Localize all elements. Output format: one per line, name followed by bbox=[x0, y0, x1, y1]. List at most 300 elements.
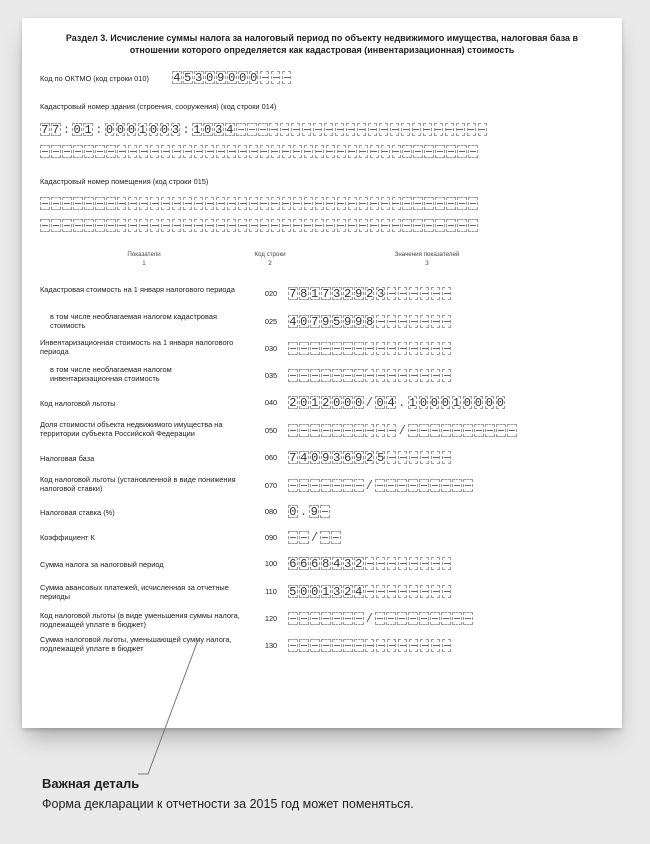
empty-cell bbox=[271, 145, 281, 158]
empty-cell bbox=[446, 197, 456, 210]
digit-cell: 0 bbox=[239, 70, 247, 85]
digit-cell: 2 bbox=[355, 556, 363, 571]
empty-cell bbox=[183, 197, 193, 210]
empty-cell bbox=[321, 369, 331, 382]
empty-cell bbox=[216, 197, 226, 210]
empty-cell bbox=[258, 123, 268, 136]
row-value-050[interactable] bbox=[288, 423, 518, 438]
empty-cell bbox=[271, 219, 281, 232]
digit-cell: 3 bbox=[377, 286, 385, 301]
empty-cell bbox=[435, 219, 445, 232]
empty-cell bbox=[348, 145, 358, 158]
empty-cell bbox=[354, 639, 364, 652]
digit-cell: 0 bbox=[300, 314, 308, 329]
digit-cell: 4 bbox=[300, 450, 308, 465]
row-value-035[interactable] bbox=[288, 368, 453, 383]
empty-cell bbox=[430, 479, 440, 492]
empty-cell bbox=[409, 342, 419, 355]
row-value-020[interactable] bbox=[288, 286, 453, 301]
empty-cell bbox=[435, 197, 445, 210]
cell-separator: . bbox=[398, 395, 406, 410]
header-line-code bbox=[244, 250, 296, 268]
empty-cell bbox=[302, 123, 312, 136]
empty-cell bbox=[375, 612, 385, 625]
empty-cell bbox=[282, 197, 292, 210]
empty-cell bbox=[348, 219, 358, 232]
empty-cell bbox=[280, 123, 290, 136]
digit-cell: 4 bbox=[355, 584, 363, 599]
empty-cell bbox=[73, 219, 83, 232]
digit-cell: 2 bbox=[322, 395, 330, 410]
empty-cell bbox=[424, 197, 434, 210]
empty-cell bbox=[293, 219, 303, 232]
empty-cell bbox=[343, 639, 353, 652]
digit-cell: 2 bbox=[344, 584, 352, 599]
digit-cell: 3 bbox=[344, 556, 352, 571]
empty-cell bbox=[423, 123, 433, 136]
digit-cell: 1 bbox=[311, 286, 319, 301]
cell-separator: / bbox=[365, 395, 373, 410]
row-label-130: Сумма налоговой льготы, уменьшающей сумму налога, подлежащей уплате в бюджет bbox=[40, 635, 232, 653]
header-line-code-num: 2 bbox=[268, 260, 272, 267]
cell-separator: / bbox=[365, 611, 373, 626]
digit-cell: 4 bbox=[387, 395, 395, 410]
digit-cell: 0 bbox=[485, 395, 493, 410]
digit-cell: 9 bbox=[344, 314, 352, 329]
section-title: Раздел 3. Исчисление суммы налога за налоговый период по объекту недвижимого имущества, налоговая база в отношении которого определяется как кадастровая (инвентаризационная) стоимость bbox=[65, 33, 579, 55]
premises-number-row-2[interactable] bbox=[40, 218, 479, 233]
empty-cell bbox=[128, 219, 138, 232]
row-label-110: Сумма авансовых платежей, исчисленная за отчетные периоды bbox=[40, 583, 229, 601]
row-value-110[interactable] bbox=[288, 584, 453, 599]
empty-cell bbox=[409, 639, 419, 652]
empty-cell bbox=[365, 585, 375, 598]
empty-cell bbox=[413, 197, 423, 210]
digit-cell: 0 bbox=[376, 395, 384, 410]
row-value-090[interactable] bbox=[288, 530, 342, 545]
empty-cell bbox=[354, 342, 364, 355]
empty-cell bbox=[304, 219, 314, 232]
empty-cell bbox=[376, 342, 386, 355]
empty-cell bbox=[84, 219, 94, 232]
empty-cell bbox=[398, 342, 408, 355]
empty-cell bbox=[332, 369, 342, 382]
empty-cell bbox=[51, 219, 61, 232]
empty-cell bbox=[194, 145, 204, 158]
row-label-090: Коэффициент К bbox=[40, 533, 95, 542]
empty-cell bbox=[463, 424, 473, 437]
header-indicators bbox=[104, 250, 184, 268]
empty-cell bbox=[474, 424, 484, 437]
empty-cell bbox=[95, 197, 105, 210]
digit-cell: 8 bbox=[300, 286, 308, 301]
empty-cell bbox=[446, 219, 456, 232]
empty-cell bbox=[420, 342, 430, 355]
empty-cell bbox=[379, 123, 389, 136]
empty-cell bbox=[507, 424, 517, 437]
digit-cell: 0 bbox=[127, 122, 136, 137]
empty-cell bbox=[442, 369, 452, 382]
row-code-035: 035 bbox=[264, 371, 278, 380]
empty-cell bbox=[332, 639, 342, 652]
empty-cell bbox=[288, 369, 298, 382]
row-value-100[interactable] bbox=[288, 556, 453, 571]
empty-cell bbox=[62, 145, 72, 158]
empty-cell bbox=[310, 479, 320, 492]
empty-cell bbox=[310, 639, 320, 652]
empty-cell bbox=[299, 424, 309, 437]
empty-cell bbox=[183, 219, 193, 232]
empty-cell bbox=[194, 197, 204, 210]
digit-cell: 6 bbox=[344, 450, 352, 465]
digit-cell: 7 bbox=[289, 450, 297, 465]
empty-cell bbox=[401, 123, 411, 136]
empty-cell bbox=[354, 479, 364, 492]
empty-cell bbox=[457, 145, 467, 158]
digit-cell: 3 bbox=[195, 70, 203, 85]
header-values-text: Значения показателей bbox=[394, 251, 460, 258]
digit-cell: 0 bbox=[204, 122, 212, 137]
empty-cell bbox=[335, 123, 345, 136]
row-label-070: Код налоговой льготы (установленной в виде понижения налоговой ставки) bbox=[40, 475, 236, 493]
empty-cell bbox=[365, 369, 375, 382]
empty-cell bbox=[128, 197, 138, 210]
empty-cell bbox=[172, 197, 182, 210]
digit-cell: 1 bbox=[322, 584, 330, 599]
empty-cell bbox=[365, 424, 375, 437]
empty-cell bbox=[431, 287, 441, 300]
empty-cell bbox=[392, 145, 402, 158]
empty-cell bbox=[310, 612, 320, 625]
empty-cell bbox=[452, 424, 462, 437]
empty-cell bbox=[375, 479, 385, 492]
empty-cell bbox=[321, 639, 331, 652]
empty-cell bbox=[402, 219, 412, 232]
empty-cell bbox=[442, 639, 452, 652]
empty-cell bbox=[354, 424, 364, 437]
digit-cell: 7 bbox=[322, 286, 330, 301]
digit-cell: 7 bbox=[311, 314, 319, 329]
empty-cell bbox=[315, 219, 325, 232]
row-value-030[interactable] bbox=[288, 341, 453, 356]
empty-cell bbox=[357, 123, 367, 136]
empty-cell bbox=[315, 145, 325, 158]
row-code-120: 120 bbox=[264, 614, 278, 623]
cell-separator: : bbox=[182, 122, 190, 137]
row-code-070: 070 bbox=[264, 481, 278, 490]
row-code-130: 130 bbox=[264, 641, 278, 650]
empty-cell bbox=[445, 123, 455, 136]
empty-cell bbox=[434, 123, 444, 136]
digit-cell: 2 bbox=[344, 286, 352, 301]
empty-cell bbox=[117, 197, 127, 210]
empty-cell bbox=[441, 479, 451, 492]
digit-cell: 1 bbox=[311, 395, 319, 410]
empty-cell bbox=[62, 219, 72, 232]
digit-cell: 3 bbox=[333, 286, 341, 301]
empty-cell bbox=[282, 145, 292, 158]
empty-cell bbox=[441, 612, 451, 625]
empty-cell bbox=[321, 612, 331, 625]
empty-cell bbox=[299, 479, 309, 492]
empty-cell bbox=[205, 145, 215, 158]
empty-cell bbox=[397, 479, 407, 492]
empty-cell bbox=[424, 219, 434, 232]
empty-cell bbox=[365, 342, 375, 355]
empty-cell bbox=[397, 612, 407, 625]
empty-cell bbox=[288, 612, 298, 625]
digit-cell: 6 bbox=[311, 556, 319, 571]
empty-cell bbox=[139, 219, 149, 232]
empty-cell bbox=[420, 639, 430, 652]
cell-separator: : bbox=[62, 122, 71, 137]
row-value-025[interactable] bbox=[288, 314, 453, 329]
empty-cell bbox=[324, 123, 334, 136]
empty-cell bbox=[392, 219, 402, 232]
empty-cell bbox=[310, 342, 320, 355]
digit-cell: 0 bbox=[463, 395, 471, 410]
empty-cell bbox=[205, 197, 215, 210]
empty-cell bbox=[269, 123, 279, 136]
cell-separator: / bbox=[365, 478, 373, 493]
empty-cell bbox=[368, 123, 378, 136]
empty-cell bbox=[398, 557, 408, 570]
digit-cell: 0 bbox=[73, 122, 81, 137]
row-label-050: Доля стоимости объекта недвижимого имущества на территории субъекта Российской Федерации bbox=[40, 420, 223, 438]
empty-cell bbox=[387, 557, 397, 570]
row-value-130[interactable] bbox=[288, 638, 453, 653]
row-code-030: 030 bbox=[264, 344, 278, 353]
row-value-080[interactable] bbox=[288, 504, 331, 519]
premises-number-row-1[interactable] bbox=[40, 196, 479, 211]
empty-cell bbox=[337, 145, 347, 158]
empty-cell bbox=[398, 287, 408, 300]
empty-cell bbox=[304, 197, 314, 210]
empty-cell bbox=[299, 639, 309, 652]
empty-cell bbox=[227, 219, 237, 232]
row-code-090: 090 bbox=[264, 533, 278, 542]
empty-cell bbox=[326, 145, 336, 158]
empty-cell bbox=[304, 145, 314, 158]
empty-cell bbox=[430, 424, 440, 437]
empty-cell bbox=[442, 342, 452, 355]
empty-cell bbox=[332, 342, 342, 355]
empty-cell bbox=[288, 639, 298, 652]
empty-cell bbox=[332, 612, 342, 625]
row-value-040[interactable] bbox=[288, 395, 507, 410]
empty-cell bbox=[331, 531, 341, 544]
digit-cell: 5 bbox=[289, 584, 297, 599]
cell-separator: . bbox=[299, 504, 308, 519]
empty-cell bbox=[456, 123, 466, 136]
empty-cell bbox=[288, 424, 298, 437]
empty-cell bbox=[435, 145, 445, 158]
empty-cell bbox=[216, 219, 226, 232]
empty-cell bbox=[40, 145, 50, 158]
cell-separator: / bbox=[310, 530, 319, 545]
empty-cell bbox=[413, 219, 423, 232]
empty-cell bbox=[387, 369, 397, 382]
empty-cell bbox=[348, 197, 358, 210]
empty-cell bbox=[442, 287, 452, 300]
row-value-060[interactable] bbox=[288, 450, 453, 465]
empty-cell bbox=[431, 585, 441, 598]
empty-cell bbox=[387, 287, 397, 300]
empty-cell bbox=[288, 531, 298, 544]
empty-cell bbox=[409, 369, 419, 382]
empty-cell bbox=[409, 557, 419, 570]
row-code-040: 040 bbox=[264, 398, 278, 407]
empty-cell bbox=[299, 342, 309, 355]
digit-cell: 0 bbox=[333, 395, 341, 410]
empty-cell bbox=[409, 451, 419, 464]
empty-cell bbox=[288, 479, 298, 492]
empty-cell bbox=[376, 585, 386, 598]
empty-cell bbox=[376, 315, 386, 328]
empty-cell bbox=[271, 71, 281, 84]
header-indicators-num: 1 bbox=[142, 260, 146, 267]
empty-cell bbox=[409, 585, 419, 598]
building-number-row-1[interactable] bbox=[40, 122, 489, 137]
empty-cell bbox=[442, 315, 452, 328]
empty-cell bbox=[238, 197, 248, 210]
digit-cell: 8 bbox=[366, 314, 374, 329]
empty-cell bbox=[320, 505, 330, 518]
empty-cell bbox=[431, 315, 441, 328]
empty-cell bbox=[468, 197, 478, 210]
empty-cell bbox=[409, 287, 419, 300]
empty-cell bbox=[413, 145, 423, 158]
oktmo-label: Код по ОКТМО (код строки 010) bbox=[40, 74, 149, 83]
empty-cell bbox=[387, 315, 397, 328]
oktmo-cells[interactable] bbox=[172, 70, 293, 85]
empty-cell bbox=[431, 557, 441, 570]
empty-cell bbox=[73, 197, 83, 210]
digit-cell: 0 bbox=[160, 122, 169, 137]
empty-cell bbox=[332, 479, 342, 492]
row-value-120[interactable] bbox=[288, 611, 474, 626]
digit-cell: 5 bbox=[184, 70, 192, 85]
empty-cell bbox=[128, 145, 138, 158]
digit-cell: 0 bbox=[419, 395, 428, 410]
empty-cell bbox=[161, 197, 171, 210]
digit-cell: 0 bbox=[441, 395, 449, 410]
empty-cell bbox=[354, 369, 364, 382]
digit-cell: 2 bbox=[366, 286, 374, 301]
empty-cell bbox=[408, 424, 418, 437]
empty-cell bbox=[293, 197, 303, 210]
empty-cell bbox=[398, 451, 408, 464]
empty-cell bbox=[260, 145, 270, 158]
empty-cell bbox=[343, 479, 353, 492]
empty-cell bbox=[398, 369, 408, 382]
empty-cell bbox=[321, 342, 331, 355]
empty-cell bbox=[183, 145, 193, 158]
empty-cell bbox=[468, 145, 478, 158]
row-code-100: 100 bbox=[264, 559, 278, 568]
empty-cell bbox=[139, 197, 149, 210]
empty-cell bbox=[321, 479, 331, 492]
row-value-070[interactable] bbox=[288, 478, 474, 493]
empty-cell bbox=[95, 145, 105, 158]
digit-cell: 0 bbox=[300, 395, 308, 410]
empty-cell bbox=[457, 219, 467, 232]
empty-cell bbox=[442, 451, 452, 464]
empty-cell bbox=[420, 369, 430, 382]
digit-cell: 4 bbox=[173, 70, 181, 85]
empty-cell bbox=[343, 612, 353, 625]
empty-cell bbox=[282, 219, 292, 232]
header-line-code-text: Код строки bbox=[254, 251, 286, 258]
building-number-row-2[interactable] bbox=[40, 144, 479, 159]
digit-cell: 7 bbox=[52, 122, 60, 137]
empty-cell bbox=[95, 219, 105, 232]
digit-cell: 0 bbox=[289, 504, 297, 519]
empty-cell bbox=[247, 123, 257, 136]
row-label-080: Налоговая ставка (%) bbox=[40, 508, 115, 517]
digit-cell: 0 bbox=[311, 584, 319, 599]
row-label-100: Сумма налога за налоговый период bbox=[40, 560, 164, 569]
empty-cell bbox=[172, 145, 182, 158]
empty-cell bbox=[299, 612, 309, 625]
empty-cell bbox=[40, 219, 50, 232]
empty-cell bbox=[117, 219, 127, 232]
empty-cell bbox=[419, 612, 429, 625]
building-number-label: Кадастровый номер здания (строения, сооружения) (код строки 014) bbox=[40, 102, 277, 111]
empty-cell bbox=[354, 612, 364, 625]
empty-cell bbox=[293, 145, 303, 158]
digit-cell: 9 bbox=[322, 450, 330, 465]
empty-cell bbox=[73, 145, 83, 158]
digit-cell: 0 bbox=[430, 395, 438, 410]
row-code-050: 050 bbox=[264, 426, 278, 435]
empty-cell bbox=[194, 219, 204, 232]
declaration-sheet bbox=[22, 18, 622, 728]
digit-cell: 1 bbox=[138, 122, 147, 137]
digit-cell: 1 bbox=[84, 122, 92, 137]
row-code-025: 025 bbox=[264, 317, 278, 326]
header-values bbox=[372, 250, 482, 268]
empty-cell bbox=[457, 197, 467, 210]
empty-cell bbox=[386, 479, 396, 492]
digit-cell: 0 bbox=[149, 122, 158, 137]
empty-cell bbox=[420, 451, 430, 464]
empty-cell bbox=[387, 424, 397, 437]
empty-cell bbox=[420, 557, 430, 570]
digit-cell: 0 bbox=[105, 122, 114, 137]
empty-cell bbox=[106, 197, 116, 210]
empty-cell bbox=[227, 197, 237, 210]
empty-cell bbox=[402, 197, 412, 210]
empty-cell bbox=[387, 342, 397, 355]
empty-cell bbox=[249, 145, 259, 158]
empty-cell bbox=[359, 197, 369, 210]
empty-cell bbox=[216, 145, 226, 158]
empty-cell bbox=[84, 197, 94, 210]
empty-cell bbox=[326, 219, 336, 232]
empty-cell bbox=[370, 197, 380, 210]
empty-cell bbox=[310, 424, 320, 437]
empty-cell bbox=[315, 197, 325, 210]
empty-cell bbox=[398, 639, 408, 652]
digit-cell: 9 bbox=[355, 314, 363, 329]
empty-cell bbox=[139, 145, 149, 158]
empty-cell bbox=[359, 219, 369, 232]
empty-cell bbox=[408, 612, 418, 625]
empty-cell bbox=[409, 315, 419, 328]
digit-cell: 1 bbox=[193, 122, 201, 137]
empty-cell bbox=[496, 424, 506, 437]
